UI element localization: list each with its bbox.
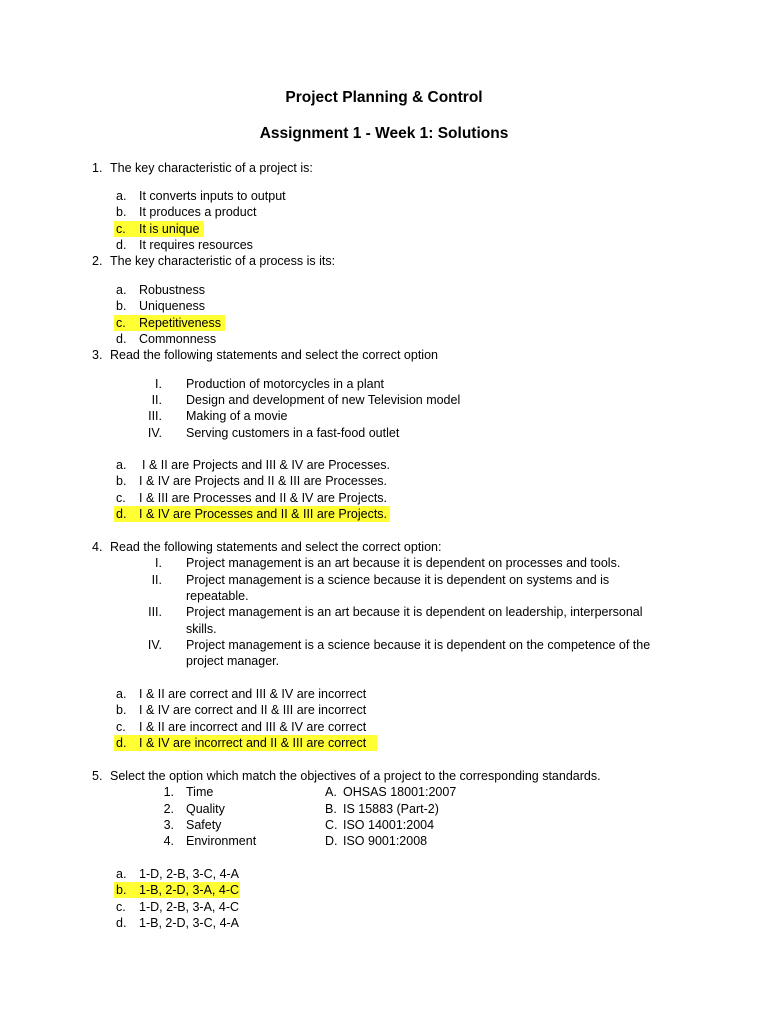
question-number: 4. (92, 540, 103, 554)
objective-number: 1. (163, 785, 174, 799)
statement-numeral: III. (148, 605, 162, 619)
option-letter: a. (116, 458, 127, 472)
document-subtitle: Assignment 1 - Week 1: Solutions (259, 125, 509, 142)
question-text: The key characteristic of a project is: (110, 161, 313, 175)
statement-text-continued: skills. (186, 622, 217, 636)
question-text: Read the following statements and select the correct option: (110, 540, 442, 554)
option-text: I & III are Processes and II & IV are Projects. (139, 491, 388, 505)
objective-text: Safety (186, 818, 222, 832)
standard-letter: A. (325, 785, 337, 799)
standard-text: ISO 14001:2004 (343, 818, 435, 832)
statement-numeral: II. (151, 573, 162, 587)
option-letter: c. (116, 222, 126, 236)
question-number: 5. (92, 769, 103, 783)
option-letter: c. (116, 316, 126, 330)
option-letter: b. (116, 474, 127, 488)
option-letter: d. (116, 736, 127, 750)
option-text: I & IV are Projects and II & III are Processes. (139, 474, 388, 488)
standard-letter: B. (325, 802, 337, 816)
option-letter: d. (116, 916, 127, 930)
option-text: Robustness (139, 283, 206, 297)
statement-text-continued: repeatable. (186, 589, 249, 603)
statement-numeral: III. (148, 409, 162, 423)
option-letter: b. (116, 205, 127, 219)
option-letter: b. (116, 703, 127, 717)
statement-text: Serving customers in a fast-food outlet (186, 426, 400, 440)
option-letter: d. (116, 238, 127, 252)
option-text: 1-B, 2-D, 3-C, 4-A (139, 916, 240, 930)
objective-number: 4. (163, 834, 174, 848)
standard-text: ISO 9001:2008 (343, 834, 428, 848)
option-letter: d. (116, 507, 127, 521)
option-text: 1-D, 2-B, 3-C, 4-A (139, 867, 240, 881)
standard-text: OHSAS 18001:2007 (343, 785, 457, 799)
standard-letter: C. (325, 818, 338, 832)
statement-text: Making of a movie (186, 409, 288, 423)
objective-text: Time (186, 785, 214, 799)
option-text: I & IV are incorrect and II & III are correct (139, 736, 367, 750)
statement-text: Project management is an art because it is dependent on processes and tools. (186, 556, 621, 570)
option-text: I & II are Projects and III & IV are Processes. (142, 458, 391, 472)
statement-text: Project management is an art because it is dependent on leadership, interpersonal (186, 605, 643, 619)
option-text: I & II are incorrect and III & IV are correct (139, 720, 367, 734)
statement-text: Project management is a science because it is dependent on the competence of the (186, 638, 651, 652)
option-text: Repetitiveness (139, 316, 221, 330)
objective-text: Environment (186, 834, 257, 848)
option-letter: b. (116, 299, 127, 313)
option-text: It produces a product (139, 205, 257, 219)
statement-text: Project management is a science because it is dependent on systems and is (186, 573, 610, 587)
standard-text: IS 15883 (Part-2) (343, 802, 439, 816)
option-letter: d. (116, 332, 127, 346)
option-letter: a. (116, 189, 127, 203)
question-number: 2. (92, 254, 103, 268)
statement-numeral: IV. (147, 638, 162, 652)
question-number: 3. (92, 348, 103, 362)
option-text: It is unique (139, 222, 200, 236)
statement-numeral: I. (155, 377, 162, 391)
statement-text-continued: project manager. (186, 654, 280, 668)
option-text: I & IV are Processes and II & III are Projects. (139, 507, 388, 521)
option-letter: c. (116, 491, 126, 505)
option-letter: a. (116, 283, 127, 297)
objective-number: 2. (163, 802, 174, 816)
standard-letter: D. (325, 834, 338, 848)
option-text: 1-B, 2-D, 3-A, 4-C (139, 883, 240, 897)
question-text: Read the following statements and select the correct option (110, 348, 438, 362)
question-number: 1. (92, 161, 103, 175)
question-text: The key characteristic of a process is its: (110, 254, 336, 268)
statement-text: Design and development of new Television model (186, 393, 461, 407)
statement-numeral: I. (155, 556, 162, 570)
option-letter: a. (116, 867, 127, 881)
option-letter: b. (116, 883, 127, 897)
option-letter: c. (116, 720, 126, 734)
document-title: Project Planning & Control (285, 89, 483, 106)
option-letter: a. (116, 687, 127, 701)
objective-text: Quality (186, 802, 225, 816)
option-text: I & II are correct and III & IV are incorrect (139, 687, 367, 701)
statement-numeral: IV. (147, 426, 162, 440)
option-text: It converts inputs to output (139, 189, 286, 203)
option-text: I & IV are correct and II & III are incorrect (139, 703, 367, 717)
objective-number: 3. (163, 818, 174, 832)
option-text: Commonness (139, 332, 217, 346)
statement-numeral: II. (151, 393, 162, 407)
option-text: Uniqueness (139, 299, 206, 313)
option-text: It requires resources (139, 238, 253, 252)
question-text: Select the option which match the objectives of a project to the corresponding standards. (110, 769, 601, 783)
statement-text: Production of motorcycles in a plant (186, 377, 385, 391)
option-letter: c. (116, 900, 126, 914)
option-text: 1-D, 2-B, 3-A, 4-C (139, 900, 240, 914)
